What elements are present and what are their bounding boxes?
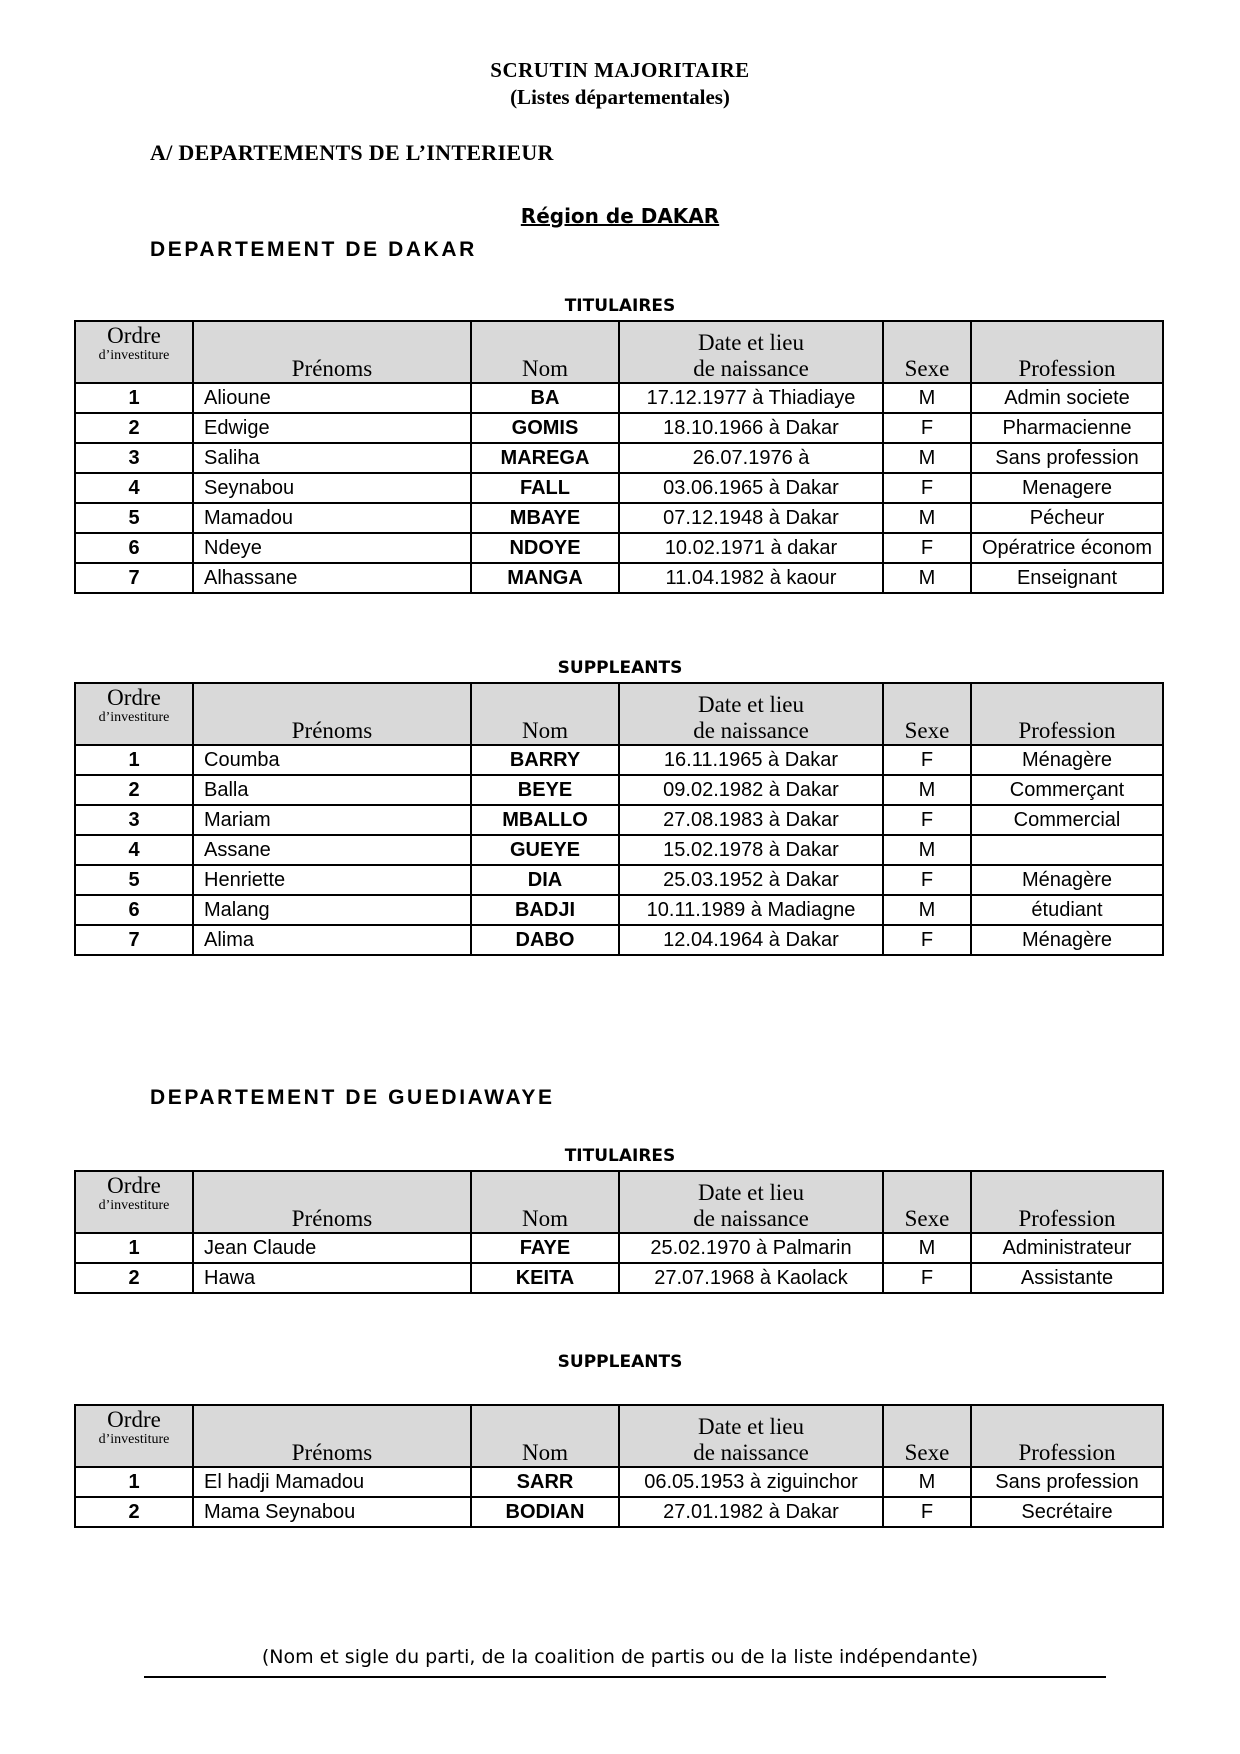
header-profession: Profession	[971, 321, 1163, 383]
table-row	[75, 865, 1163, 895]
header-date-line1: Date et lieu	[697, 330, 804, 355]
ordre-cell: 6	[75, 533, 193, 563]
header-nom: Nom	[471, 321, 619, 383]
header-date	[619, 321, 883, 383]
ordre-cell: 2	[75, 1497, 193, 1527]
sexe-cell: F	[883, 533, 971, 563]
profession-cell: Menagere	[971, 473, 1163, 503]
sexe-cell: M	[883, 895, 971, 925]
table-row	[75, 1233, 1163, 1263]
prenom-cell: Coumba	[193, 745, 471, 775]
prenom-cell: Alhassane	[193, 563, 471, 593]
profession-cell: Sans profession	[971, 1467, 1163, 1497]
sexe-cell: F	[883, 413, 971, 443]
header-date-line2: de naissance	[693, 718, 809, 743]
table-row	[75, 835, 1163, 865]
sexe-cell: F	[883, 865, 971, 895]
date-cell: 09.02.1982 à Dakar	[619, 775, 883, 805]
sexe-cell: F	[883, 745, 971, 775]
prenom-cell: Mariam	[193, 805, 471, 835]
header-date	[619, 683, 883, 745]
ordre-cell: 5	[75, 503, 193, 533]
region-heading: Région de DAKAR	[520, 204, 720, 228]
header-sexe: Sexe	[883, 683, 971, 745]
department-heading: DEPARTEMENT DE DAKAR	[150, 238, 477, 261]
prenom-cell: Malang	[193, 895, 471, 925]
table-row	[75, 805, 1163, 835]
table-row	[75, 745, 1163, 775]
table-header-row	[75, 683, 1163, 745]
sexe-cell: F	[883, 925, 971, 955]
prenom-cell: Alioune	[193, 383, 471, 413]
candidates-table	[74, 320, 1164, 594]
prenom-cell: Hawa	[193, 1263, 471, 1293]
prenom-cell: Edwige	[193, 413, 471, 443]
table-row	[75, 473, 1163, 503]
date-cell: 03.06.1965 à Dakar	[619, 473, 883, 503]
profession-cell: Commerçant	[971, 775, 1163, 805]
nom-cell: BA	[471, 383, 619, 413]
nom-cell: DABO	[471, 925, 619, 955]
header-ordre	[75, 321, 193, 383]
nom-cell: MBALLO	[471, 805, 619, 835]
header-ordre	[75, 1171, 193, 1233]
table-row	[75, 1467, 1163, 1497]
nom-cell: GUEYE	[471, 835, 619, 865]
nom-cell: SARR	[471, 1467, 619, 1497]
profession-cell: Admin societe	[971, 383, 1163, 413]
header-nom: Nom	[471, 1405, 619, 1467]
header-date-line2: de naissance	[693, 1206, 809, 1231]
profession-cell: Ménagère	[971, 745, 1163, 775]
profession-cell: Ménagère	[971, 865, 1163, 895]
sexe-cell: F	[883, 1263, 971, 1293]
prenom-cell: Jean Claude	[193, 1233, 471, 1263]
ordre-cell: 7	[75, 563, 193, 593]
section-heading: A/ DEPARTEMENTS DE L’INTERIEUR	[150, 140, 554, 165]
page-subtitle: (Listes départementales)	[510, 85, 730, 109]
sexe-cell: M	[883, 503, 971, 533]
date-cell: 27.08.1983 à Dakar	[619, 805, 883, 835]
header-prenoms: Prénoms	[193, 683, 471, 745]
prenom-cell: Mamadou	[193, 503, 471, 533]
nom-cell: GOMIS	[471, 413, 619, 443]
header-ordre-label: Ordre	[107, 1173, 161, 1198]
date-cell: 15.02.1978 à Dakar	[619, 835, 883, 865]
profession-cell: Secrétaire	[971, 1497, 1163, 1527]
date-cell: 11.04.1982 à kaour	[619, 563, 883, 593]
ordre-cell: 2	[75, 1263, 193, 1293]
nom-cell: KEITA	[471, 1263, 619, 1293]
header-ordre-label: Ordre	[107, 323, 161, 348]
titulaires-label: TITULAIRES	[564, 1146, 676, 1166]
header-investiture-label: d’investiture	[98, 348, 170, 363]
prenom-cell: Ndeye	[193, 533, 471, 563]
date-cell: 25.02.1970 à Palmarin	[619, 1233, 883, 1263]
table-row	[75, 925, 1163, 955]
candidates-table	[74, 1170, 1164, 1294]
prenom-cell: El hadji Mamadou	[193, 1467, 471, 1497]
header-sexe: Sexe	[883, 321, 971, 383]
profession-cell	[971, 835, 1163, 865]
profession-cell: Ménagère	[971, 925, 1163, 955]
date-cell: 25.03.1952 à Dakar	[619, 865, 883, 895]
header-date-line1: Date et lieu	[697, 1180, 804, 1205]
header-sexe: Sexe	[883, 1405, 971, 1467]
header-investiture-label: d’investiture	[98, 1198, 170, 1213]
nom-cell: FAYE	[471, 1233, 619, 1263]
ordre-cell: 4	[75, 835, 193, 865]
signature-line	[144, 1676, 1106, 1678]
date-cell: 12.04.1964 à Dakar	[619, 925, 883, 955]
date-cell: 18.10.1966 à Dakar	[619, 413, 883, 443]
date-cell: 17.12.1977 à Thiadiaye	[619, 383, 883, 413]
department-heading: DEPARTEMENT DE GUEDIAWAYE	[150, 1086, 555, 1109]
profession-cell: Pécheur	[971, 503, 1163, 533]
profession-cell: Pharmacienne	[971, 413, 1163, 443]
profession-cell: Opératrice économ	[971, 533, 1163, 563]
date-cell: 10.02.1971 à dakar	[619, 533, 883, 563]
table-row	[75, 413, 1163, 443]
date-cell: 26.07.1976 à	[619, 443, 883, 473]
nom-cell: BODIAN	[471, 1497, 619, 1527]
sexe-cell: F	[883, 1497, 971, 1527]
ordre-cell: 2	[75, 775, 193, 805]
nom-cell: MBAYE	[471, 503, 619, 533]
header-investiture-label: d’investiture	[98, 710, 170, 725]
header-ordre	[75, 683, 193, 745]
table-header-row	[75, 321, 1163, 383]
table-row	[75, 533, 1163, 563]
nom-cell: DIA	[471, 865, 619, 895]
table-row	[75, 443, 1163, 473]
table-row	[75, 563, 1163, 593]
prenom-cell: Saliha	[193, 443, 471, 473]
profession-cell: Sans profession	[971, 443, 1163, 473]
titulaires-label: TITULAIRES	[564, 296, 676, 316]
ordre-cell: 5	[75, 865, 193, 895]
prenom-cell: Alima	[193, 925, 471, 955]
nom-cell: BARRY	[471, 745, 619, 775]
prenom-cell: Henriette	[193, 865, 471, 895]
table-row	[75, 1263, 1163, 1293]
sexe-cell: M	[883, 383, 971, 413]
sexe-cell: F	[883, 473, 971, 503]
date-cell: 07.12.1948 à Dakar	[619, 503, 883, 533]
ordre-cell: 2	[75, 413, 193, 443]
sexe-cell: F	[883, 805, 971, 835]
ordre-cell: 6	[75, 895, 193, 925]
prenom-cell: Assane	[193, 835, 471, 865]
ordre-cell: 3	[75, 443, 193, 473]
sexe-cell: M	[883, 443, 971, 473]
header-date-line2: de naissance	[693, 356, 809, 381]
date-cell: 27.01.1982 à Dakar	[619, 1497, 883, 1527]
header-prenoms: Prénoms	[193, 321, 471, 383]
table-row	[75, 383, 1163, 413]
header-date	[619, 1171, 883, 1233]
sexe-cell: M	[883, 1233, 971, 1263]
table-row	[75, 1497, 1163, 1527]
profession-cell: Enseignant	[971, 563, 1163, 593]
header-ordre-label: Ordre	[107, 685, 161, 710]
date-cell: 27.07.1968 à Kaolack	[619, 1263, 883, 1293]
header-profession: Profession	[971, 1171, 1163, 1233]
profession-cell: Administrateur	[971, 1233, 1163, 1263]
nom-cell: MAREGA	[471, 443, 619, 473]
profession-cell: étudiant	[971, 895, 1163, 925]
nom-cell: MANGA	[471, 563, 619, 593]
ordre-cell: 1	[75, 383, 193, 413]
header-ordre	[75, 1405, 193, 1467]
nom-cell: NDOYE	[471, 533, 619, 563]
prenom-cell: Seynabou	[193, 473, 471, 503]
header-date-line1: Date et lieu	[697, 692, 804, 717]
header-profession: Profession	[971, 1405, 1163, 1467]
sexe-cell: M	[883, 835, 971, 865]
ordre-cell: 7	[75, 925, 193, 955]
header-date-line2: de naissance	[693, 1440, 809, 1465]
nom-cell: BEYE	[471, 775, 619, 805]
nom-cell: FALL	[471, 473, 619, 503]
sexe-cell: M	[883, 775, 971, 805]
table-row	[75, 775, 1163, 805]
page-title: SCRUTIN MAJORITAIRE	[490, 58, 750, 82]
ordre-cell: 3	[75, 805, 193, 835]
profession-cell: Commercial	[971, 805, 1163, 835]
ordre-cell: 1	[75, 745, 193, 775]
date-cell: 10.11.1989 à Madiagne	[619, 895, 883, 925]
ordre-cell: 4	[75, 473, 193, 503]
table-header-row	[75, 1405, 1163, 1467]
header-date-line1: Date et lieu	[697, 1414, 804, 1439]
candidates-table	[74, 1404, 1164, 1528]
date-cell: 06.05.1953 à ziguinchor	[619, 1467, 883, 1497]
header-prenoms: Prénoms	[193, 1171, 471, 1233]
table-row	[75, 895, 1163, 925]
table-row	[75, 503, 1163, 533]
header-nom: Nom	[471, 683, 619, 745]
table-header-row	[75, 1171, 1163, 1233]
date-cell: 16.11.1965 à Dakar	[619, 745, 883, 775]
suppleants-label: SUPPLEANTS	[557, 1352, 683, 1372]
header-prenoms: Prénoms	[193, 1405, 471, 1467]
header-date	[619, 1405, 883, 1467]
header-investiture-label: d’investiture	[98, 1432, 170, 1447]
suppleants-label: SUPPLEANTS	[557, 658, 683, 678]
header-sexe: Sexe	[883, 1171, 971, 1233]
header-profession: Profession	[971, 683, 1163, 745]
sexe-cell: M	[883, 563, 971, 593]
prenom-cell: Balla	[193, 775, 471, 805]
candidates-table	[74, 682, 1164, 956]
sexe-cell: M	[883, 1467, 971, 1497]
nom-cell: BADJI	[471, 895, 619, 925]
ordre-cell: 1	[75, 1233, 193, 1263]
header-ordre-label: Ordre	[107, 1407, 161, 1432]
party-name-caption: (Nom et sigle du parti, de la coalition de partis ou de la liste indépendante)	[261, 1646, 979, 1668]
profession-cell: Assistante	[971, 1263, 1163, 1293]
header-nom: Nom	[471, 1171, 619, 1233]
ordre-cell: 1	[75, 1467, 193, 1497]
prenom-cell: Mama Seynabou	[193, 1497, 471, 1527]
